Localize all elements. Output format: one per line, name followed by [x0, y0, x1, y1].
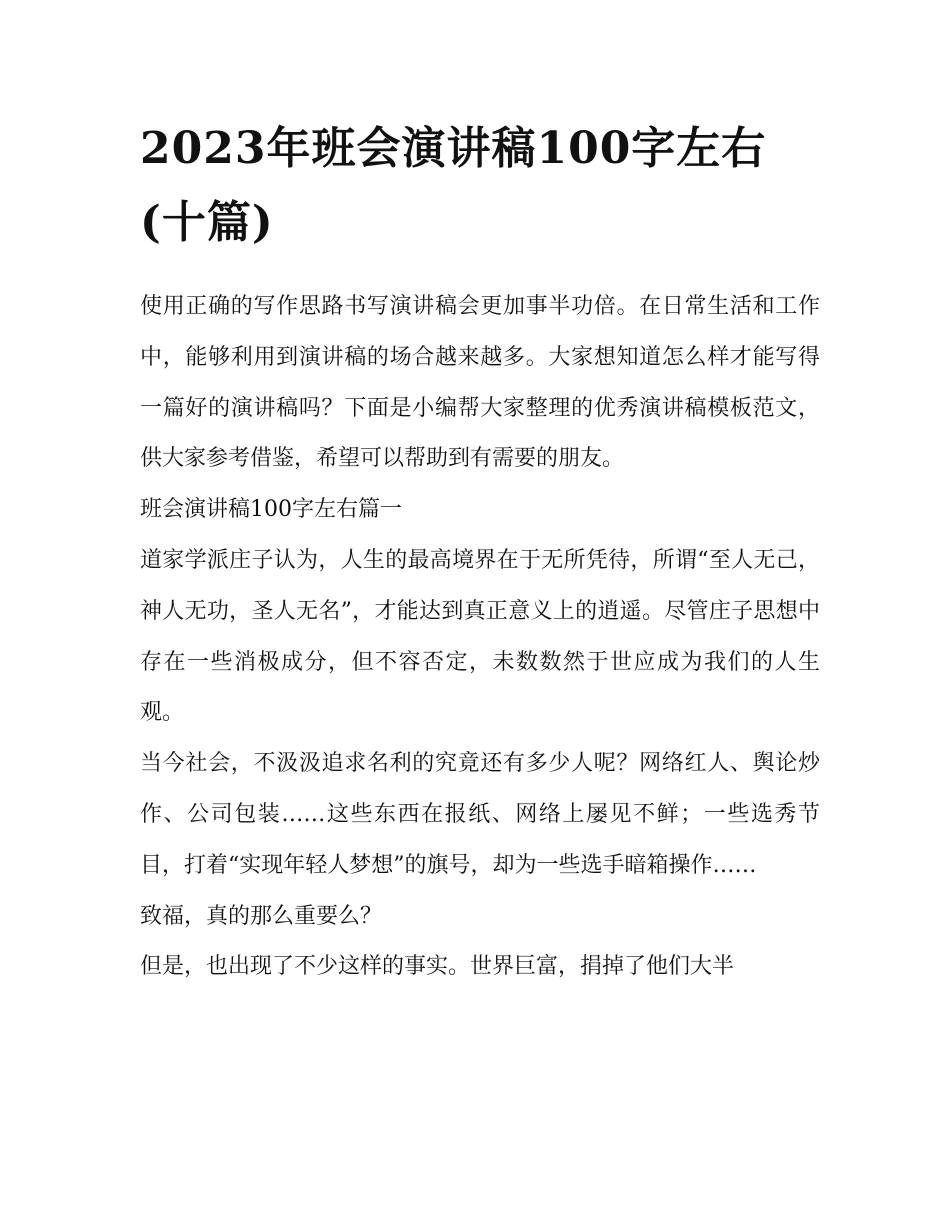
body-paragraph: 致福，真的那么重要么？: [140, 903, 383, 929]
section-heading: 班会演讲稿100字左右篇一: [140, 497, 402, 523]
body-paragraph: 但是，也出现了不少这样的事实。世界巨富，捐掉了他们大半: [140, 954, 735, 980]
document-page: [140, 112, 820, 993]
intro-paragraph: 使用正确的写作思路书写演讲稿会更加事半功倍。在日常生活和工作中，能够利用到演讲稿的场合越来越多。大家想知道怎么样才能写得一篇好的演讲稿吗？下面是小编帮大家整理的优秀演讲稿模板范文，供大家参考借鉴，希望可以帮助到有需要的朋友。: [140, 294, 820, 472]
document-title: 2023年班会演讲稿100字左右(十篇): [140, 123, 767, 248]
body-paragraph: 当今社会，不汲汲追求名利的究竟还有多少人呢？网络红人、舆论炒作、公司包装……这些东西在报纸、网络上屡见不鲜；一些选秀节目，打着“实现年轻人梦想”的旗号，却为一些选手暗箱操作……: [140, 751, 820, 878]
body-paragraph: 道家学派庄子认为，人生的最高境界在于无所凭待，所谓“至人无己，神人无功，圣人无名”，才能达到真正意义上的逍遥。尽管庄子思想中存在一些消极成分，但不容否定，未数数然于世应成为我们的人生观。: [140, 547, 820, 726]
